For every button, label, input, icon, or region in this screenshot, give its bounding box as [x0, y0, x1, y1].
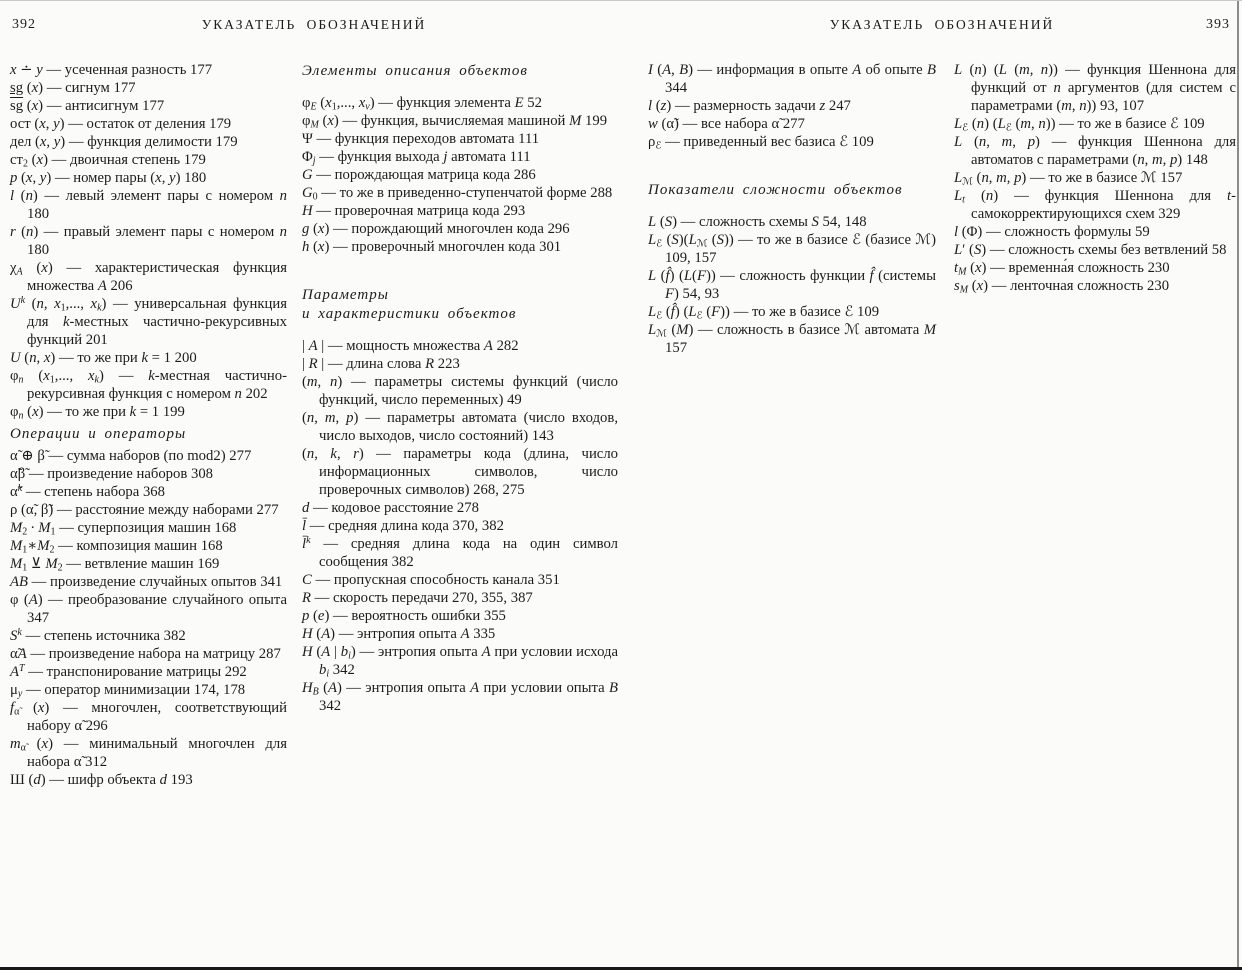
index-entry: $G_0$ — то же в приведенно-ступенчатой форме 288 [302, 185, 613, 203]
index-entry: (n, k, r) — параметры кода (длина, число информационных символов, число проверочных символов) 268, 275 [302, 446, 619, 498]
index-entry: $t_M$ (x) — временна́я сложность 230 [954, 260, 1170, 278]
index-entry: $A^T$ — транспонирование матрицы 292 [10, 663, 247, 680]
column-393-1 [648, 61, 936, 357]
index-entry: $M_1∗M_2$ — композиция машин 168 [10, 538, 223, 556]
index-entry: $H_B$ (A) — энтропия опыта A при условии опыта B 342 [302, 680, 618, 714]
index-entry: $m_{\alphã}$ (x) — минимальный многочлен для набора α̃ 312 [10, 736, 287, 770]
index-entry: φ (A) — преобразование случайного опыта 347 [10, 592, 287, 626]
page-392-columns [10, 61, 618, 789]
index-entry: $ст_2$ (x) — двоичная степень 179 [10, 152, 206, 170]
index-entry: $S^k$ — степень источника 382 [10, 627, 186, 644]
index-entry: w (α̃) — все набора α̃ 277 [648, 116, 805, 132]
page-header-right [648, 17, 1236, 35]
section-heading: Операции и операторы [10, 426, 187, 442]
column-393-2 [954, 61, 1236, 357]
index-entry: L (f̂) (L(F)) — сложность функции f̂ (системы F) 54, 93 [648, 268, 936, 302]
page-393 [648, 1, 1236, 357]
index-entry: $\varphi_n$ (x) — то же при k = 1 199 [10, 404, 185, 422]
index-entry: H (A | $b_i$) — энтропия опыта A при условии исхода $b_i$ 342 [302, 644, 618, 680]
index-entry: $\varphi_E$ ($x_1$,..., $x_v$) — функция элемента E 52 [302, 95, 542, 113]
index-entry: α̃A — произведение набора на матрицу 287 [10, 646, 281, 662]
column-392-2 [302, 61, 618, 789]
index-entry: $f_{\alphã}$ (x) — многочлен, соответствующий набору α̃ 296 [10, 700, 287, 734]
section-heading: Элементы описания объектов [302, 63, 528, 79]
index-entry: l (n) — левый элемент пары с номером n 180 [10, 188, 287, 222]
index-entry: U (n, x) — то же при k = 1 200 [10, 350, 197, 366]
index-entry: $L_ℰ$ (f̂) ($L_ℰ$ (F)) — то же в базисе ℰ 109 [648, 304, 880, 322]
index-entry: sg (x) — сигнум 177 [10, 80, 136, 96]
index-entry: $\rho_ℰ$ — приведенный вес базиса ℰ 109 [648, 134, 874, 152]
index-entry: α̃$^k$ — степень набора 368 [10, 483, 165, 500]
index-entry: AB — произведение случайных опытов 341 [10, 574, 283, 590]
index-entry: R — скорость передачи 270, 355, 387 [302, 590, 533, 606]
section-heading: Параметры и характеристики объектов [302, 287, 517, 322]
index-entry: l̄ — средняя длина кода 370, 382 [302, 518, 504, 534]
index-entry: $s_M$ (x) — ленточная сложность 230 [954, 278, 1170, 296]
index-entry: x ∸ y — усеченная разность 177 [10, 62, 213, 78]
index-entry: $\varphi_n$ ($x_1$,..., $x_k$) — k-местная частично-рекурсивная функция с номером n 202 [10, 368, 287, 402]
index-entry: C — пропускная способность канала 351 [302, 572, 560, 588]
index-entry: H (A) — энтропия опыта A 335 [302, 626, 496, 642]
index-entry: $U^k$ (n, $x_1$,..., $x_k$) — универсальная функция для k-местных частично-рекурсивных функций 201 [10, 295, 287, 348]
index-entry: | R | — длина слова R 223 [302, 356, 460, 372]
index-entry: $L_ℳ$ (M) — сложность в базисе ℳ автомата M 157 [648, 322, 936, 356]
index-entry: $\varphi_M$ (x) — функция, вычисляемая машиной M 199 [302, 113, 608, 131]
index-entry: l (Φ) — сложность формулы 59 [954, 224, 1150, 240]
index-entry: $\chi_A$ (x) — характеристическая функция множества A 206 [10, 260, 287, 294]
scan-page-edge-line [1237, 1, 1239, 967]
page-393-columns [648, 61, 1236, 357]
page-header-left [10, 17, 618, 35]
index-entry: p (x, y) — номер пары (x, y) 180 [10, 170, 207, 186]
index-entry: p (e) — вероятность ошибки 355 [302, 608, 506, 624]
index-entry: g (x) — порождающий многочлен кода 296 [302, 221, 570, 237]
section-heading: Показатели сложности объектов [648, 182, 903, 198]
index-entry: Ψ — функция переходов автомата 111 [302, 131, 540, 147]
index-entry: L′ (S) — сложность схемы без ветвлений 58 [954, 242, 1227, 258]
index-entry: d — кодовое расстояние 278 [302, 500, 479, 516]
index-entry: L (n, m, p) — функция Шеннона для автоматов с параметрами (n, m, p) 148 [954, 134, 1237, 168]
index-entry: H — проверочная матрица кода 293 [302, 203, 526, 219]
running-title-right: УКАЗАТЕЛЬ ОБОЗНАЧЕНИЙ [829, 17, 1055, 32]
index-entry: r (n) — правый элемент пары с номером n 180 [10, 224, 287, 258]
page-number-left: 392 [12, 17, 36, 32]
index-entry: h (x) — проверочный многочлен кода 301 [302, 239, 562, 255]
index-entry: L (n) (L (m, n)) — функция Шеннона для функций от n аргументов (для систем с параметрами (m, n)) 93, 107 [954, 62, 1237, 114]
index-entry: $M_1$ ⊻ $M_2$ — ветвление машин 169 [10, 556, 220, 574]
running-title-left: УКАЗАТЕЛЬ ОБОЗНАЧЕНИЙ [201, 17, 427, 32]
index-entry: $\mu_y$ — оператор минимизации 174, 178 [10, 682, 246, 700]
index-entry: $L_ℰ$ (n) ($L_ℰ$ (m, n)) — то же в базисе ℰ 109 [954, 116, 1205, 134]
page-number-right: 393 [1206, 17, 1230, 32]
index-entry: α̃ ⊕ β̃ — сумма наборов (по mod2) 277 [10, 448, 252, 464]
index-entry: $\Phi_j$ — функция выхода j автомата 111 [302, 149, 531, 167]
page-392 [10, 1, 618, 789]
index-entry: $M_2 \cdot M_1$ — суперпозиция машин 168 [10, 520, 237, 538]
index-entry: Ш (d) — шифр объекта d 193 [10, 772, 193, 788]
index-entry: L (S) — сложность схемы S 54, 148 [648, 214, 867, 230]
index-entry: $\overline{sg}$ (x) — антисигнум 177 [10, 98, 165, 114]
index-entry: (m, n) — параметры системы функций (число функций, число переменных) 49 [302, 374, 619, 408]
index-entry: l (z) — размерность задачи z 247 [648, 98, 851, 114]
index-entry: I (A, B) — информация в опыте A об опыте B 344 [648, 62, 936, 96]
index-entry: G — порождающая матрица кода 286 [302, 167, 536, 183]
index-entry: ост (x, y) — остаток от деления 179 [10, 116, 232, 132]
index-entry: ρ (α̃, β̃) — расстояние между наборами 277 [10, 502, 279, 518]
index-entry: дел (x, y) — функция делимости 179 [10, 134, 238, 150]
index-entry: $L_ℰ$ $(S)(L_ℳ$ (S)) — то же в базисе ℰ (базисе ℳ) 109, 157 [648, 232, 936, 266]
index-entry: α̃β̃ — произведение наборов 308 [10, 466, 214, 482]
index-entry: (n, m, p) — параметры автомата (число входов, число выходов, число состояний) 143 [302, 410, 618, 444]
index-entry: $L_t$ (n) — функция Шеннона для t-самокорректирующихся схем 329 [954, 188, 1236, 222]
index-entry: l̄$^k$ — средняя длина кода на один символ сообщения 382 [302, 535, 618, 570]
column-392-1 [10, 61, 287, 789]
index-entry: | A | — мощность множества A 282 [302, 338, 519, 354]
index-entry: $L_ℳ$ (n, m, p) — то же в базисе ℳ 157 [954, 170, 1183, 188]
